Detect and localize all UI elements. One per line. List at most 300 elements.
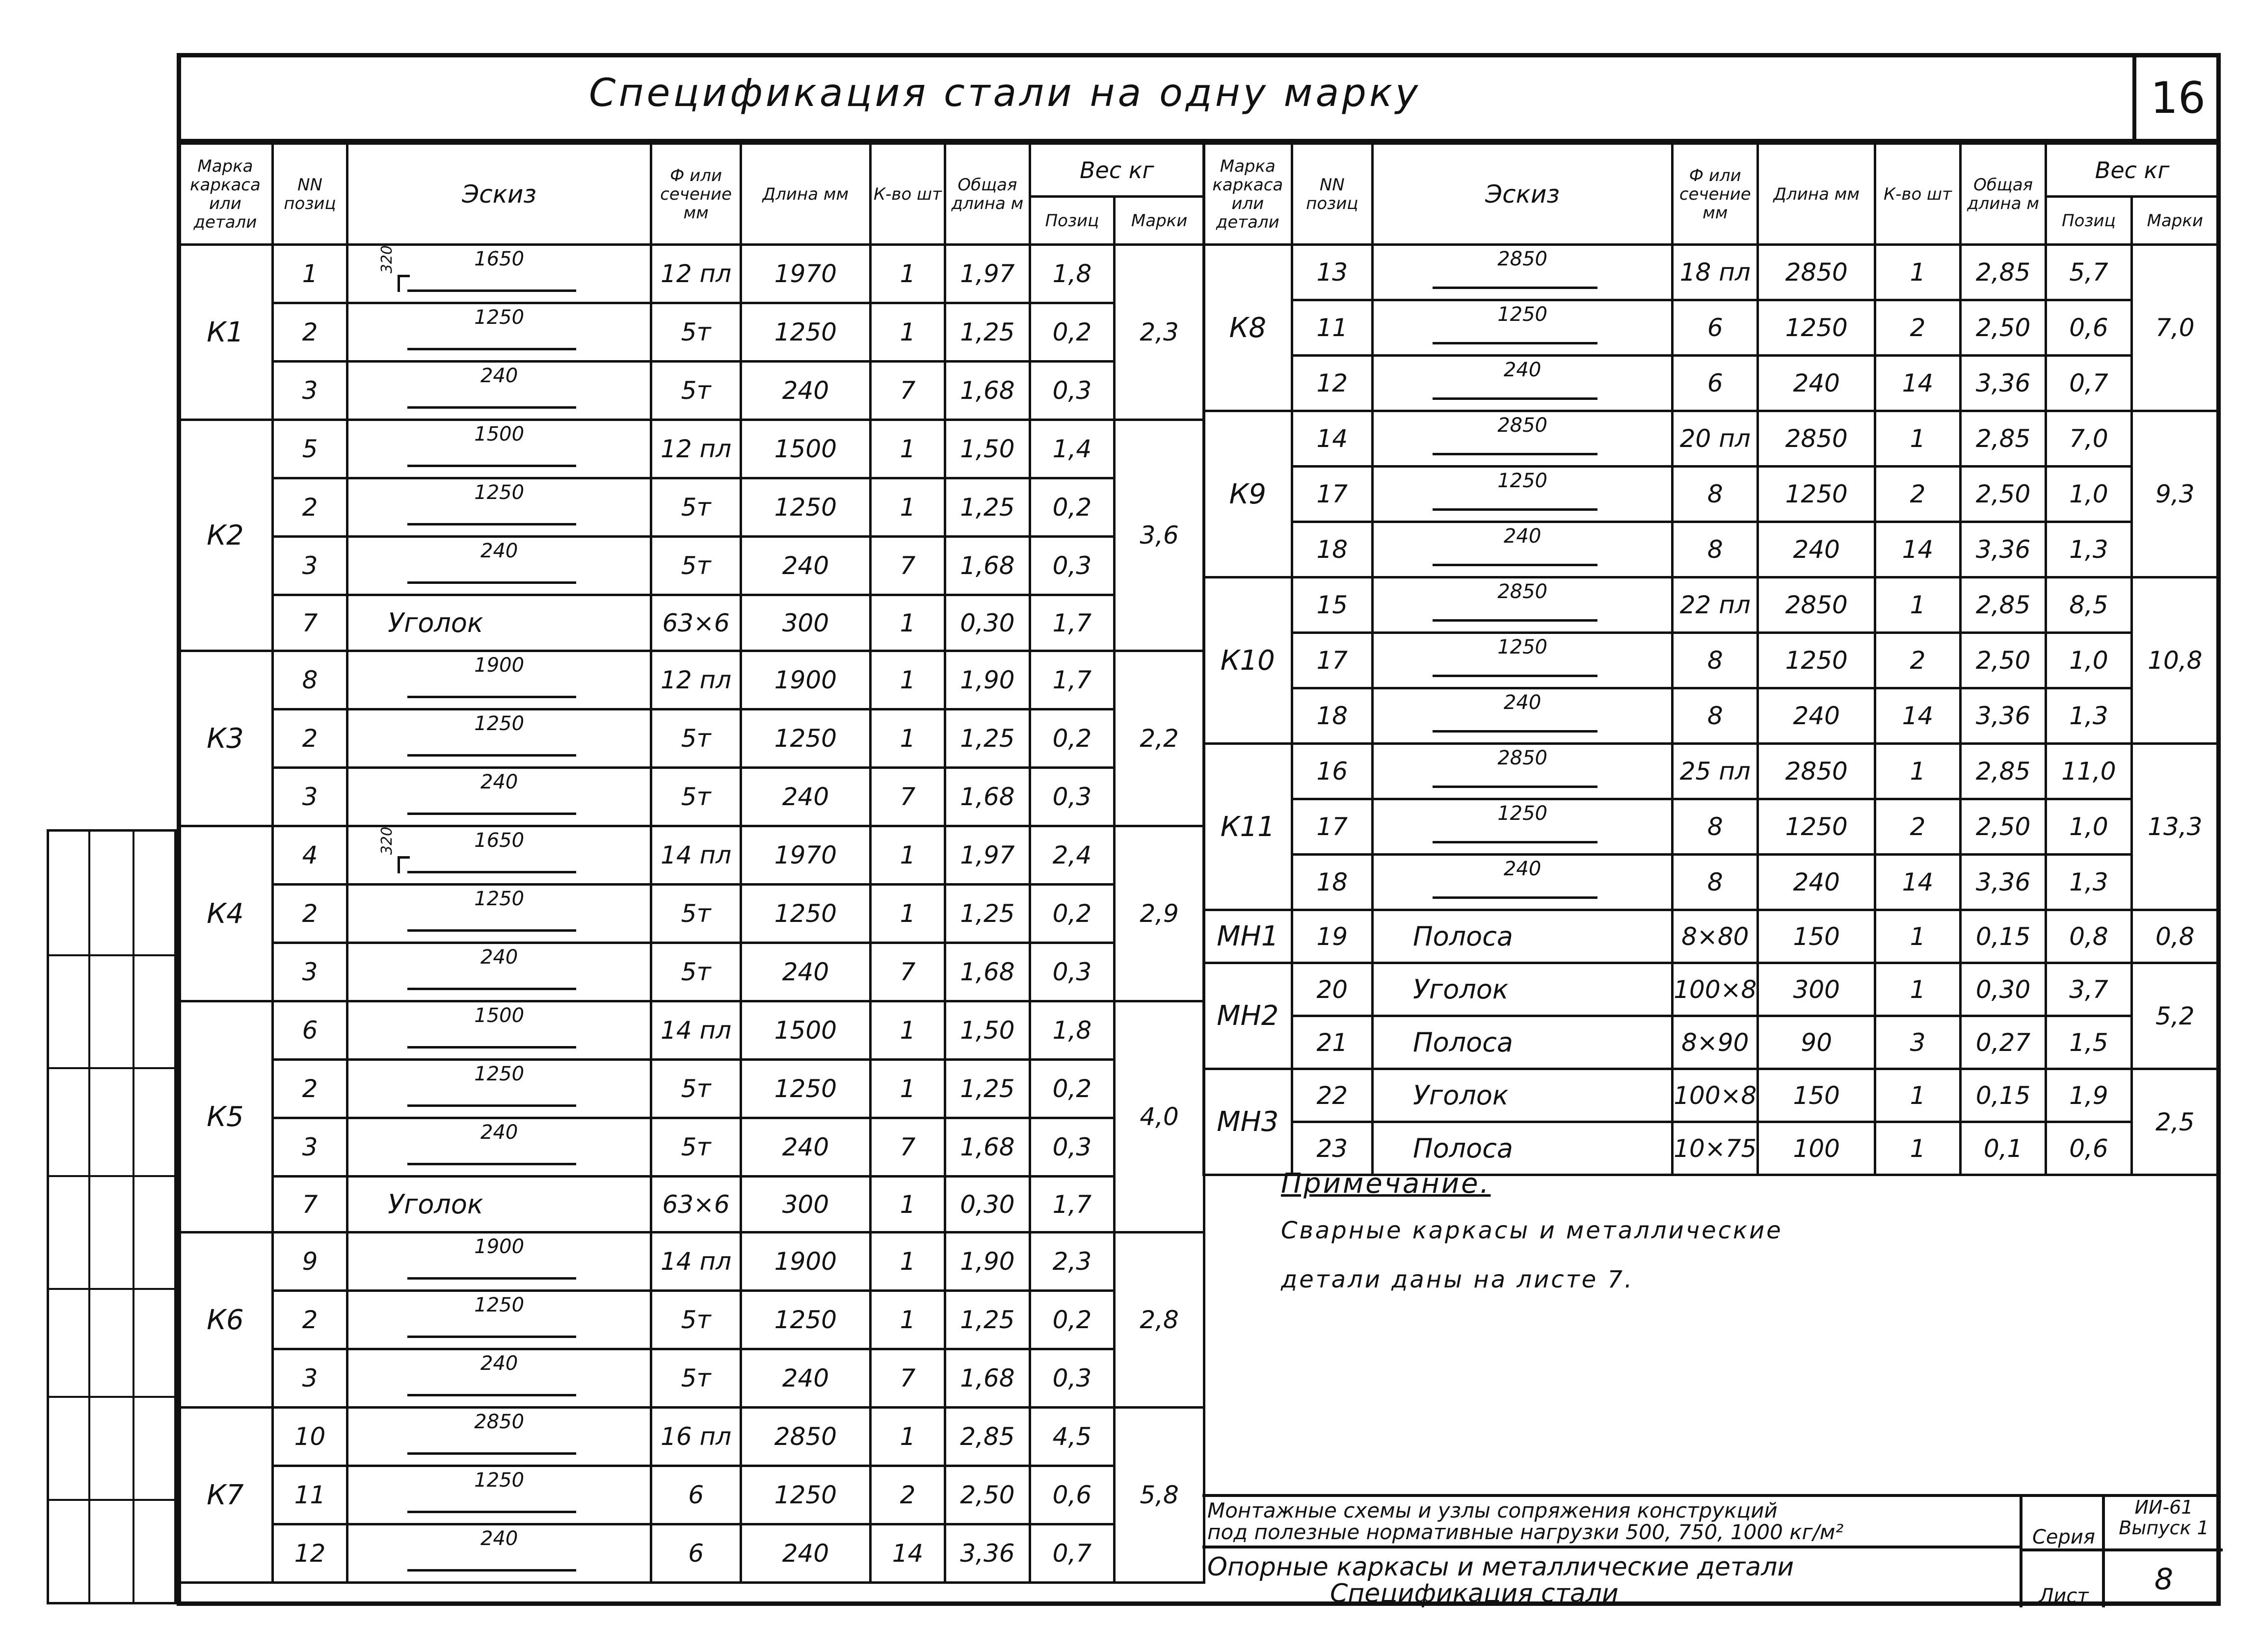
sketch-cell xyxy=(1373,522,1673,577)
count-cell: 1 xyxy=(870,303,945,362)
note-title: Примечание. xyxy=(1281,1168,1491,1200)
rebar-sketch xyxy=(348,769,650,825)
diam-cell: 5т xyxy=(651,303,741,362)
side-strip-row xyxy=(49,1288,174,1290)
table-row xyxy=(178,1349,1204,1408)
weight-mark-cell: 2,3 xyxy=(1115,245,1204,420)
sketch-length-label: 240 xyxy=(480,1352,518,1375)
sketch-cell: Полоса xyxy=(1373,1122,1673,1175)
pos-cell: 9 xyxy=(272,1232,347,1291)
rebar-sketch xyxy=(348,1525,650,1581)
length-cell: 150 xyxy=(1758,1069,1875,1122)
rebar-sketch xyxy=(348,886,650,942)
weight-pos-cell: 8,5 xyxy=(2046,577,2131,633)
rebar-line xyxy=(407,406,576,409)
rebar-sketch xyxy=(348,1409,650,1465)
diam-cell: 5т xyxy=(651,1060,741,1118)
pos-cell: 4 xyxy=(272,826,347,885)
table-row xyxy=(178,1291,1204,1349)
count-cell: 1 xyxy=(870,885,945,943)
diam-cell: 63×6 xyxy=(651,595,741,651)
rebar-line xyxy=(1433,564,1597,566)
total-length-cell: 2,50 xyxy=(945,1466,1030,1524)
header-diam: Ф или сечение мм xyxy=(1673,144,1758,245)
count-cell: 1 xyxy=(870,651,945,709)
sketch-length-label: 1250 xyxy=(474,1469,525,1492)
table-row xyxy=(178,768,1204,826)
seria-code: ИИ-61 xyxy=(2134,1496,2193,1518)
sketch-cell xyxy=(347,1001,651,1060)
diam-cell: 6 xyxy=(651,1524,741,1583)
pos-cell: 3 xyxy=(272,768,347,826)
diam-cell: 22 пл xyxy=(1673,577,1758,633)
sketch-cell xyxy=(347,420,651,478)
weight-pos-cell: 1,0 xyxy=(2046,467,2131,522)
mark-cell: МН3 xyxy=(1204,1069,1292,1175)
weight-pos-cell: 1,7 xyxy=(1030,651,1115,709)
total-length-cell: 2,50 xyxy=(1960,799,2046,855)
weight-pos-cell: 0,7 xyxy=(2046,356,2131,411)
table-row xyxy=(1204,1069,2219,1122)
rebar-sketch xyxy=(348,538,650,594)
rebar-sketch xyxy=(1374,412,1671,465)
sketch-length-label: 1250 xyxy=(474,1294,525,1316)
count-cell: 2 xyxy=(1875,633,1961,688)
header-diam: Ф или сечение мм xyxy=(651,144,741,245)
sketch-cell: Полоса xyxy=(1373,910,1673,963)
sketch-length-label: 1250 xyxy=(1497,303,1548,326)
diam-cell: 5т xyxy=(651,943,741,1001)
weight-pos-cell: 0,6 xyxy=(2046,300,2131,356)
weight-pos-cell: 7,0 xyxy=(2046,411,2131,467)
header-sketch: Эскиз xyxy=(347,144,651,245)
diam-cell: 8 xyxy=(1673,467,1758,522)
mark-cell: К7 xyxy=(178,1408,273,1583)
weight-pos-cell: 0,3 xyxy=(1030,1349,1115,1408)
count-cell: 1 xyxy=(870,1177,945,1232)
weight-pos-cell: 0,3 xyxy=(1030,943,1115,1001)
length-cell: 1250 xyxy=(1758,467,1875,522)
sketch-cell xyxy=(347,1291,651,1349)
length-cell: 300 xyxy=(741,595,870,651)
sketch-cell xyxy=(347,826,651,885)
diam-cell: 14 пл xyxy=(651,1232,741,1291)
sketch-length-label: 1250 xyxy=(474,481,525,504)
header-pos: NN позиц xyxy=(1292,144,1372,245)
pos-cell: 20 xyxy=(1292,963,1372,1016)
table-row xyxy=(178,1118,1204,1177)
weight-pos-cell: 0,3 xyxy=(1030,362,1115,420)
rebar-hook xyxy=(398,856,410,873)
weight-pos-cell: 11,0 xyxy=(2046,744,2131,799)
pos-cell: 21 xyxy=(1292,1016,1372,1069)
total-length-cell: 1,90 xyxy=(945,1232,1030,1291)
pos-cell: 3 xyxy=(272,943,347,1001)
hook-length-label: 320 xyxy=(378,826,396,855)
title-block-line-2: под полезные нормативные нагрузки 500, 750, 1000 кг/м² xyxy=(1207,1520,1844,1544)
length-cell: 240 xyxy=(741,1349,870,1408)
header-weight-mark: Марки xyxy=(2131,197,2218,245)
length-cell: 240 xyxy=(1758,855,1875,910)
weight-pos-cell: 0,2 xyxy=(1030,709,1115,768)
rebar-sketch xyxy=(348,246,650,302)
diam-cell: 5т xyxy=(651,537,741,595)
header-pos: NN позиц xyxy=(272,144,347,245)
diam-cell: 5т xyxy=(651,478,741,537)
rebar-line xyxy=(1433,287,1597,289)
rebar-line xyxy=(407,988,576,990)
pos-cell: 17 xyxy=(1292,633,1372,688)
length-cell: 1500 xyxy=(741,420,870,478)
diam-cell: 6 xyxy=(1673,356,1758,411)
rebar-line xyxy=(407,871,576,873)
diam-cell: 6 xyxy=(1673,300,1758,356)
length-cell: 240 xyxy=(741,537,870,595)
rebar-line xyxy=(1433,397,1597,400)
diam-cell: 8×80 xyxy=(1673,910,1758,963)
weight-pos-cell: 0,6 xyxy=(1030,1466,1115,1524)
rebar-line xyxy=(1433,786,1597,788)
rebar-line xyxy=(407,1277,576,1280)
sketch-cell: Полоса xyxy=(1373,1016,1673,1069)
total-length-cell: 1,90 xyxy=(945,651,1030,709)
table-row xyxy=(1204,1016,2219,1069)
rebar-sketch xyxy=(1374,523,1671,576)
table-row xyxy=(1204,799,2219,855)
sketch-length-label: 240 xyxy=(480,540,518,562)
length-cell: 1970 xyxy=(741,826,870,885)
sketch-cell xyxy=(1373,855,1673,910)
weight-mark-cell: 2,9 xyxy=(1115,826,1204,1001)
total-length-cell: 1,68 xyxy=(945,768,1030,826)
rebar-line xyxy=(407,465,576,467)
count-cell: 14 xyxy=(1875,855,1961,910)
total-length-cell: 2,85 xyxy=(1960,411,2046,467)
weight-pos-cell: 1,8 xyxy=(1030,1001,1115,1060)
total-length-cell: 3,36 xyxy=(1960,688,2046,744)
count-cell: 7 xyxy=(870,537,945,595)
title-block xyxy=(1202,1494,2220,1607)
rebar-line xyxy=(407,1569,576,1572)
weight-pos-cell: 0,8 xyxy=(2046,910,2131,963)
header-weight: Вес кг xyxy=(1030,144,1204,197)
length-cell: 2850 xyxy=(1758,577,1875,633)
side-strip-row xyxy=(49,1396,174,1398)
pos-cell: 11 xyxy=(1292,300,1372,356)
sketch-cell xyxy=(347,537,651,595)
count-cell: 7 xyxy=(870,1118,945,1177)
diam-cell: 5т xyxy=(651,768,741,826)
count-cell: 1 xyxy=(870,595,945,651)
diam-cell: 5т xyxy=(651,1291,741,1349)
rebar-sketch xyxy=(348,363,650,419)
total-length-cell: 0,30 xyxy=(1960,963,2046,1016)
length-cell: 1500 xyxy=(741,1001,870,1060)
rebar-sketch xyxy=(348,1061,650,1117)
total-length-cell: 0,27 xyxy=(1960,1016,2046,1069)
rebar-sketch xyxy=(1374,745,1671,798)
count-cell: 14 xyxy=(1875,522,1961,577)
rebar-sketch xyxy=(348,1292,650,1348)
sketch-length-label: 1250 xyxy=(474,712,525,735)
rebar-line xyxy=(1433,675,1597,677)
rebar-sketch xyxy=(1374,689,1671,742)
total-length-cell: 1,97 xyxy=(945,245,1030,303)
total-length-cell: 3,36 xyxy=(945,1524,1030,1583)
weight-pos-cell: 1,3 xyxy=(2046,688,2131,744)
pos-cell: 23 xyxy=(1292,1122,1372,1175)
sketch-cell xyxy=(1373,356,1673,411)
pos-cell: 19 xyxy=(1292,910,1372,963)
diam-cell: 5т xyxy=(651,1118,741,1177)
table-row xyxy=(178,303,1204,362)
side-strip-row xyxy=(49,1067,174,1069)
length-cell: 1250 xyxy=(1758,633,1875,688)
table-row xyxy=(178,943,1204,1001)
rebar-sketch xyxy=(348,710,650,766)
sketch-cell xyxy=(347,1408,651,1466)
sketch-cell xyxy=(347,1524,651,1583)
rebar-sketch xyxy=(1374,246,1671,299)
table-row xyxy=(178,651,1204,709)
sketch-length-label: 240 xyxy=(480,365,518,387)
sheet-number: 16 xyxy=(2132,55,2220,145)
weight-mark-cell: 0,8 xyxy=(2131,910,2218,963)
header-total: Общая длина м xyxy=(945,144,1030,245)
total-length-cell: 1,68 xyxy=(945,943,1030,1001)
diam-cell: 8 xyxy=(1673,633,1758,688)
table-row xyxy=(178,595,1204,651)
table-row xyxy=(178,1408,1204,1466)
table-row xyxy=(1204,633,2219,688)
count-cell: 1 xyxy=(870,478,945,537)
pos-cell: 16 xyxy=(1292,744,1372,799)
rebar-line xyxy=(1433,453,1597,455)
sketch-cell xyxy=(1373,799,1673,855)
count-cell: 1 xyxy=(1875,411,1961,467)
length-cell: 90 xyxy=(1758,1016,1875,1069)
total-length-cell: 2,50 xyxy=(1960,633,2046,688)
rebar-line xyxy=(407,289,576,292)
list-number: 8 xyxy=(2102,1551,2223,1607)
diam-cell: 5т xyxy=(651,709,741,768)
pos-cell: 15 xyxy=(1292,577,1372,633)
weight-pos-cell: 0,3 xyxy=(1030,1118,1115,1177)
weight-pos-cell: 1,4 xyxy=(1030,420,1115,478)
count-cell: 7 xyxy=(870,943,945,1001)
sketch-length-label: 1250 xyxy=(474,888,525,910)
length-cell: 100 xyxy=(1758,1122,1875,1175)
length-cell: 1250 xyxy=(1758,799,1875,855)
pos-cell: 8 xyxy=(272,651,347,709)
pos-cell: 18 xyxy=(1292,688,1372,744)
diam-cell: 100×8 xyxy=(1673,1069,1758,1122)
pos-cell: 18 xyxy=(1292,522,1372,577)
count-cell: 1 xyxy=(1875,577,1961,633)
total-length-cell: 1,50 xyxy=(945,1001,1030,1060)
sketch-cell xyxy=(347,478,651,537)
diam-cell: 63×6 xyxy=(651,1177,741,1232)
table-row xyxy=(178,362,1204,420)
total-length-cell: 1,25 xyxy=(945,1291,1030,1349)
table-row xyxy=(1204,910,2219,963)
sketch-length-label: 240 xyxy=(480,1121,518,1144)
diam-cell: 14 пл xyxy=(651,1001,741,1060)
sketch-cell xyxy=(347,1060,651,1118)
sketch-length-label: 1900 xyxy=(474,1235,525,1258)
table-row xyxy=(178,420,1204,478)
length-cell: 240 xyxy=(1758,688,1875,744)
pos-cell: 12 xyxy=(1292,356,1372,411)
weight-mark-cell: 3,6 xyxy=(1115,420,1204,651)
count-cell: 1 xyxy=(1875,245,1961,300)
total-length-cell: 1,25 xyxy=(945,885,1030,943)
rebar-sketch xyxy=(1374,856,1671,909)
header-weight-pos: Позиц xyxy=(1030,197,1115,245)
length-cell: 1250 xyxy=(741,1466,870,1524)
sketch-length-label: 1250 xyxy=(1497,470,1548,492)
total-length-cell: 1,97 xyxy=(945,826,1030,885)
rebar-sketch xyxy=(1374,634,1671,687)
weight-mark-cell: 9,3 xyxy=(2131,411,2218,577)
count-cell: 1 xyxy=(870,1291,945,1349)
pos-cell: 13 xyxy=(1292,245,1372,300)
length-cell: 2850 xyxy=(1758,744,1875,799)
count-cell: 7 xyxy=(870,1349,945,1408)
sketch-cell xyxy=(1373,467,1673,522)
count-cell: 3 xyxy=(1875,1016,1961,1069)
sketch-length-label: 1500 xyxy=(474,1004,525,1027)
weight-mark-cell: 2,8 xyxy=(1115,1232,1204,1408)
rebar-line xyxy=(407,813,576,815)
pos-cell: 14 xyxy=(1292,411,1372,467)
pos-cell: 7 xyxy=(272,1177,347,1232)
diam-cell: 8 xyxy=(1673,522,1758,577)
table-row xyxy=(1204,1122,2219,1175)
sketch-cell xyxy=(347,362,651,420)
sketch-cell xyxy=(347,943,651,1001)
rebar-line xyxy=(407,581,576,584)
count-cell: 1 xyxy=(870,826,945,885)
sketch-cell: Уголок xyxy=(347,1177,651,1232)
rebar-line xyxy=(1433,508,1597,511)
pos-cell: 17 xyxy=(1292,467,1372,522)
pos-cell: 2 xyxy=(272,885,347,943)
length-cell: 300 xyxy=(741,1177,870,1232)
vypusk: Выпуск 1 xyxy=(2119,1517,2209,1539)
sketch-cell xyxy=(1373,300,1673,356)
length-cell: 240 xyxy=(1758,522,1875,577)
weight-mark-cell: 4,0 xyxy=(1115,1001,1204,1232)
sketch-length-label: 240 xyxy=(1503,858,1542,880)
sketch-cell: Уголок xyxy=(1373,1069,1673,1122)
pos-cell: 3 xyxy=(272,537,347,595)
table-row xyxy=(1204,744,2219,799)
side-strip-column xyxy=(133,832,134,1602)
total-length-cell: 1,25 xyxy=(945,478,1030,537)
length-cell: 1250 xyxy=(741,709,870,768)
mark-cell: МН1 xyxy=(1204,910,1292,963)
pos-cell: 3 xyxy=(272,1349,347,1408)
sketch-cell xyxy=(1373,633,1673,688)
table-row xyxy=(178,478,1204,537)
rebar-line xyxy=(1433,841,1597,843)
rebar-sketch xyxy=(348,479,650,535)
title-block-line-4: Спецификация стали xyxy=(1330,1579,1619,1608)
sketch-cell xyxy=(347,709,651,768)
length-cell: 240 xyxy=(741,1524,870,1583)
header-total: Общая длина м xyxy=(1960,144,2046,245)
spec-table-left xyxy=(177,142,1205,1584)
table-row xyxy=(178,1466,1204,1524)
total-length-cell: 0,30 xyxy=(945,595,1030,651)
mark-cell: К9 xyxy=(1204,411,1292,577)
pos-cell: 6 xyxy=(272,1001,347,1060)
sketch-length-label: 2850 xyxy=(1497,248,1548,270)
approval-side-strip xyxy=(47,829,177,1604)
table-row xyxy=(178,1001,1204,1060)
pos-cell: 2 xyxy=(272,303,347,362)
table-row xyxy=(1204,356,2219,411)
weight-mark-cell: 5,2 xyxy=(2131,963,2218,1069)
rebar-sketch xyxy=(1374,578,1671,631)
length-cell: 240 xyxy=(741,943,870,1001)
count-cell: 1 xyxy=(870,245,945,303)
note-line-1: Сварные каркасы и металлические xyxy=(1281,1217,1783,1244)
count-cell: 1 xyxy=(870,1408,945,1466)
mark-cell: МН2 xyxy=(1204,963,1292,1069)
weight-pos-cell: 1,3 xyxy=(2046,855,2131,910)
length-cell: 1250 xyxy=(1758,300,1875,356)
mark-cell: К6 xyxy=(178,1232,273,1408)
weight-pos-cell: 1,7 xyxy=(1030,595,1115,651)
sketch-length-label: 240 xyxy=(1503,691,1542,714)
diam-cell: 8 xyxy=(1673,855,1758,910)
count-cell: 1 xyxy=(1875,910,1961,963)
diam-cell: 5т xyxy=(651,362,741,420)
weight-mark-cell: 10,8 xyxy=(2131,577,2218,744)
weight-pos-cell: 0,3 xyxy=(1030,768,1115,826)
count-cell: 2 xyxy=(1875,300,1961,356)
rebar-line xyxy=(407,696,576,698)
note-line-2: детали даны на листе 7. xyxy=(1281,1266,1634,1293)
diam-cell: 20 пл xyxy=(1673,411,1758,467)
weight-mark-cell: 2,5 xyxy=(2131,1069,2218,1175)
sketch-cell xyxy=(1373,577,1673,633)
weight-pos-cell: 0,6 xyxy=(2046,1122,2131,1175)
total-length-cell: 1,50 xyxy=(945,420,1030,478)
rebar-line xyxy=(407,523,576,525)
mark-cell: К3 xyxy=(178,651,273,826)
weight-mark-cell: 5,8 xyxy=(1115,1408,1204,1583)
rebar-sketch xyxy=(348,1119,650,1175)
header-length: Длина мм xyxy=(741,144,870,245)
length-cell: 1250 xyxy=(741,885,870,943)
weight-pos-cell: 5,7 xyxy=(2046,245,2131,300)
sketch-cell xyxy=(1373,245,1673,300)
weight-pos-cell: 1,5 xyxy=(2046,1016,2131,1069)
count-cell: 1 xyxy=(870,1060,945,1118)
sketch-cell xyxy=(347,768,651,826)
rebar-line xyxy=(1433,730,1597,733)
rebar-sketch xyxy=(348,944,650,1000)
weight-mark-cell: 7,0 xyxy=(2131,245,2218,411)
total-length-cell: 1,68 xyxy=(945,1349,1030,1408)
rebar-line xyxy=(407,929,576,932)
rebar-sketch xyxy=(1374,800,1671,853)
weight-pos-cell: 0,2 xyxy=(1030,1060,1115,1118)
total-length-cell: 2,85 xyxy=(1960,577,2046,633)
